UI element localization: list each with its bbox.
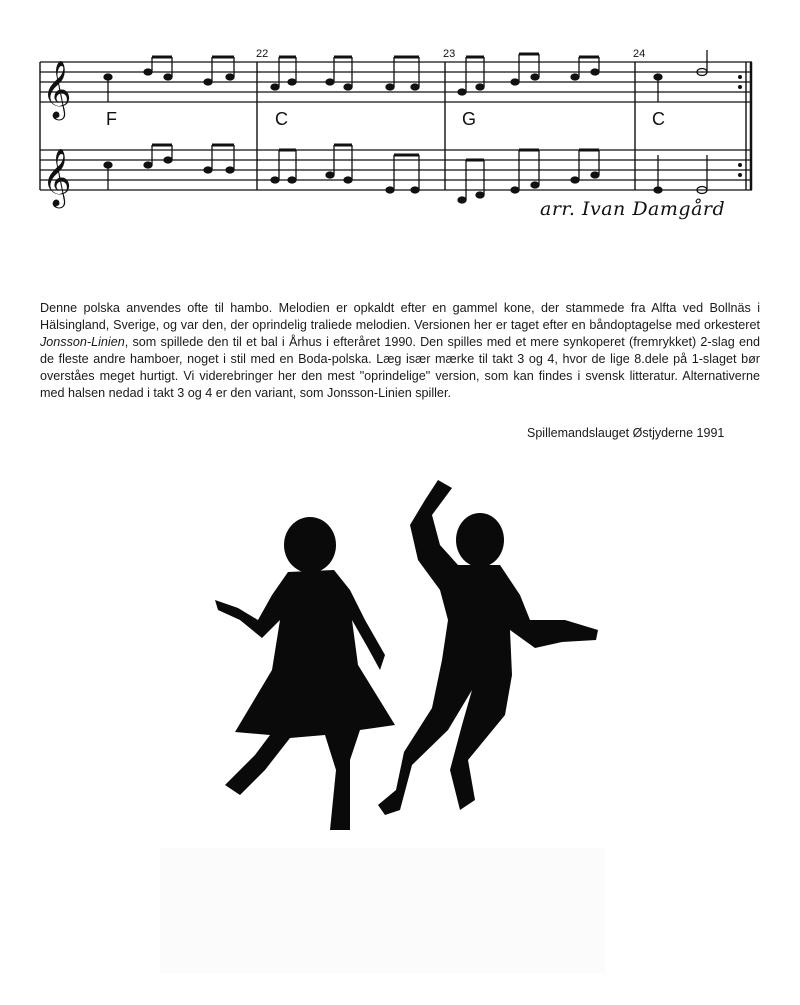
measure-number: 24	[633, 48, 646, 60]
treble-clef-icon: 𝄞	[42, 60, 72, 118]
chord-symbol: C	[652, 109, 665, 129]
chord-symbol: G	[462, 109, 477, 129]
measure-number: 23	[443, 48, 456, 60]
treble-clef-icon: 𝄞	[42, 148, 72, 206]
repeat-dots	[738, 75, 742, 177]
man-dancer	[378, 480, 598, 815]
description-paragraph	[40, 300, 760, 402]
paragraph-text: , som spillede den til et bal i Århus i efteråret 1990. Den spilles med et mere synkoperet (fremrykket) 2-slag end de fleste andre hamboer, noget i stil med en Boda-polska. Læg især mærke til takt 3 og 4, hvor de lige 8.dele på 1-slaget bør overståes meget hurtigt. Vi viderebringer her den mest "oprindelige" version, som kan findes i svensk litteratur. Alternativerne med halsen nedad i takt 3 og 4 er den variant, som Jonsson-Linien spiller.	[40, 335, 760, 400]
paragraph-text: Denne polska anvendes ofte til hambo. Melodien er opkaldt efter en gammel kone, der stammede fra Alfta ved Bollnäs i Hälsingland, Sverige, og var den, der oprindelig traliede melodien. Versionen her er taget efter en båndoptagelse med orkesteret	[40, 301, 760, 332]
credit-line: Spillemandslauget Østjyderne 1991	[527, 426, 725, 440]
chord-symbol: F	[106, 109, 117, 129]
blank-area	[160, 848, 605, 973]
staff-upper	[40, 62, 752, 102]
band-name: Jonsson-Linien	[40, 335, 125, 349]
dancers-illustration	[200, 470, 620, 850]
barlines	[40, 62, 751, 190]
measure-number: 22	[256, 48, 269, 60]
dancers-silhouette	[200, 470, 620, 850]
chord-symbol: C	[275, 109, 288, 129]
woman-dancer	[215, 517, 395, 830]
arranger-signature: arr. Ivan Damgård	[540, 198, 726, 220]
notes-upper	[104, 50, 707, 102]
notes-lower	[104, 145, 707, 203]
